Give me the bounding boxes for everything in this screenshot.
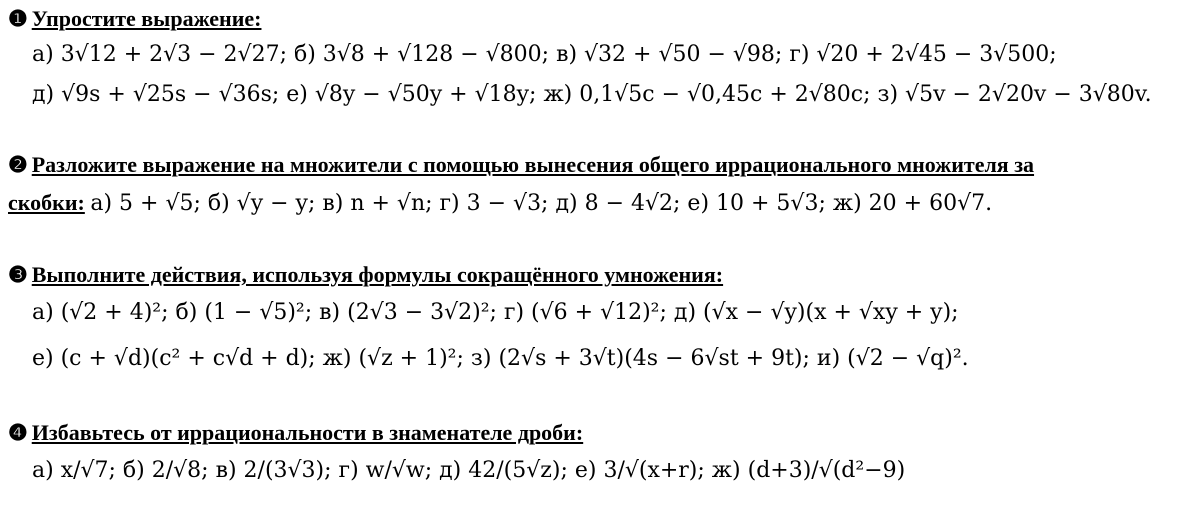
- task-4-number: ❹: [8, 420, 28, 445]
- task-1-number: ❶: [8, 6, 28, 31]
- task-4-heading: [8, 420, 1190, 446]
- task-1: [8, 6, 1190, 32]
- task-3-title: Выполните действия, используя формулы сокращённого умножения:: [31, 262, 724, 287]
- task-4-title: Избавьтесь от иррациональности в знаменателе дроби:: [31, 420, 584, 445]
- task-3-line-2: е) (c + √d)(c² + c√d + d); ж) (√z + 1)²; з) (2√s + 3√t)(4s − 6√st + 9t); и) (√2 − √q)².: [32, 346, 969, 371]
- task-1-line-2: д) √9s + √25s − √36s; е) √8y − √50y + √18y; ж) 0,1√5c − √0,45c + 2√80c; з) √5v − 2√20v − 3√80v.: [32, 82, 1152, 107]
- task-2: [8, 152, 1190, 178]
- task-3-line-1: а) (√2 + 4)²; б) (1 − √5)²; в) (2√3 − 3√2)²; г) (√6 + √12)²; д) (√x − √y)(x + √xy + y);: [32, 300, 959, 325]
- task-2-heading-cont: скобки:: [8, 190, 85, 215]
- task-3-number: ❸: [8, 262, 28, 287]
- task-1-title: Упростите выражение:: [31, 6, 262, 31]
- task-4-items: а) x/√7; б) 2/√8; в) 2/(3√3); г) w/√w; д) 42/(5√z); е) 3/√(x+r); ж) (d+3)/√(d²−9): [32, 458, 906, 483]
- task-1-line-1: а) 3√12 + 2√3 − 2√27; б) 3√8 + √128 − √800; в) √32 + √50 − √98; г) √20 + 2√45 − 3√500;: [32, 42, 1057, 67]
- task-1-heading: [8, 6, 1190, 32]
- task-2-items-line: [8, 190, 992, 216]
- task-3-heading: [8, 262, 1190, 288]
- task-4: [8, 420, 1190, 446]
- task-2-number: ❷: [8, 152, 28, 177]
- task-2-items: а) 5 + √5; б) √y − y; в) n + √n; г) 3 − √3; д) 8 − 4√2; е) 10 + 5√3; ж) 20 + 60√7.: [90, 191, 993, 216]
- task-3: [8, 262, 1190, 288]
- task-2-heading: [8, 152, 1190, 178]
- task-2-title: Разложите выражение на множители с помощью вынесения общего иррационального множителя за: [31, 152, 1035, 177]
